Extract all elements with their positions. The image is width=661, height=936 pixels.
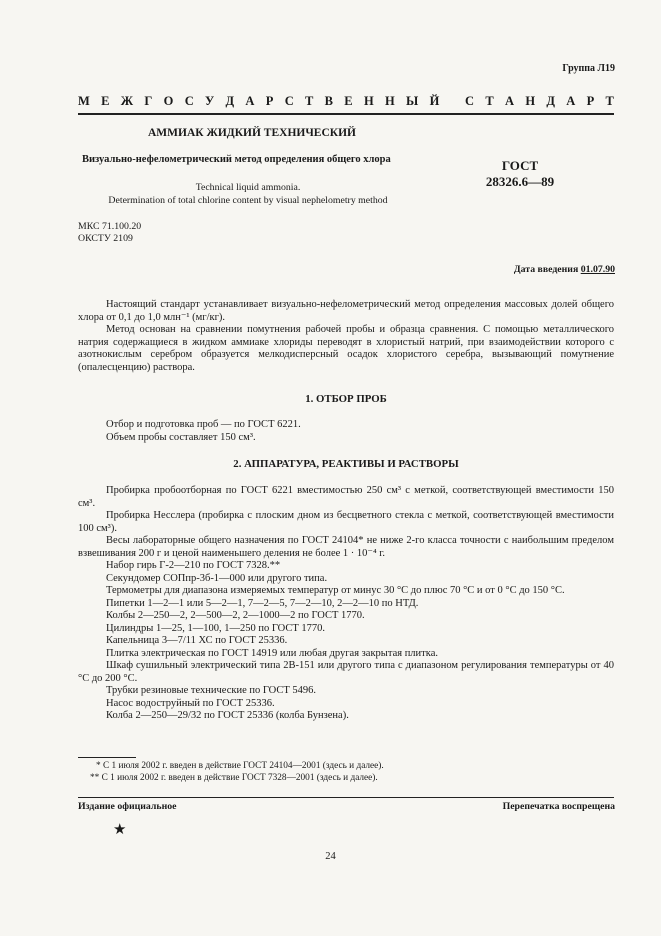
banner-letter: Т [605, 94, 614, 108]
paragraph: Набор гирь Г-2—210 по ГОСТ 7328.** [106, 560, 281, 571]
footnote-separator [78, 757, 136, 758]
paragraph: Пипетки 1—2—1 или 5—2—1, 7—2—5, 7—2—10, 2—2—10 по НТД. [106, 597, 419, 609]
paragraph: Метод основан на сравнении помутнения рабочей пробы и образца сравнения. С помощью металлического натрия содержащиеся в жидком аммиаке хлориды переводят в хлористый натрий, при взаимодействии которого с азотнокислым серебром образуется мелкодисперсный осадок хлористого серебра, вызывающий помутнение (опалесценцию) раствора. [78, 324, 614, 373]
official-edition-label: Издание официальное [78, 801, 177, 812]
okstu-code: ОКСТУ 2109 [78, 233, 133, 244]
section-2-body [78, 485, 614, 723]
intro-text [78, 299, 614, 374]
paragraph: Секундомер СОПпр-3б-1—000 или другого типа. [106, 572, 328, 584]
banner-letter: Н [384, 94, 395, 108]
paragraph: Шкаф сушильный электрический типа 2В-151 или другого типа с диапазоном регулирования температуры от 40 °С до 200 °С. [78, 660, 614, 684]
group-code: Группа Л19 [562, 63, 615, 74]
english-title-line: Technical liquid ammonia. [195, 182, 301, 193]
document-subtitle: Визуально-нефелометрический метод определения общего хлора [82, 154, 391, 165]
intro-label: Дата введения [513, 264, 581, 275]
banner-letter: Д [546, 94, 555, 108]
banner-letter: А [505, 94, 515, 108]
paragraph: Трубки резиновые технические по ГОСТ 5496. [106, 685, 317, 696]
paragraph: Настоящий стандарт устанавливает визуально-нефелометрический метод определения массовых долей общего хлора от 0,1 до 1,0 млн⁻¹ (мг/кг). [78, 299, 614, 323]
banner-letter: Т [305, 94, 314, 108]
paragraph: Цилиндры 1—25, 1—100, 1—250 по ГОСТ 1770. [106, 622, 326, 634]
banner-letter: Д [225, 94, 235, 108]
banner-letter: Н [363, 94, 374, 108]
banner-letter: Е [344, 94, 353, 108]
banner-gap [451, 94, 454, 109]
banner-letter: Й [429, 94, 440, 108]
page-number: 24 [325, 851, 336, 862]
paragraph: Пробирка Несслера (пробирка с плоским дном из бесцветного стекла с меткой, соответствующей вместимости 100 см³). [78, 510, 614, 534]
mks-code: МКС 71.100.20 [78, 221, 142, 232]
paragraph: Объем пробы составляет 150 см³. [106, 431, 256, 443]
footer-rule [78, 797, 614, 798]
footnote: * С 1 июля 2002 г. введен в действие ГОСТ 24104—2001 (здесь и далее). [96, 761, 384, 771]
banner-letter: Ы [406, 94, 419, 108]
paragraph: Отбор и подготовка проб — по ГОСТ 6221. [106, 419, 301, 430]
banner-letter: У [205, 94, 215, 108]
english-title [82, 181, 414, 207]
banner-letter: А [566, 94, 576, 108]
paragraph: Колбы 2—250—2, 2—500—2, 2—1000—2 по ГОСТ 1770. [106, 610, 365, 621]
footnote: ** С 1 июля 2002 г. введен в действие ГОСТ 7328—2001 (здесь и далее). [90, 773, 378, 783]
reprint-prohibited-label: Перепечатка воспрещена [502, 801, 615, 812]
banner-letter: Т [485, 94, 494, 108]
intro-date-value: 01.07.90 [580, 264, 615, 275]
banner-letter: С [184, 94, 194, 108]
banner-letter: Ж [120, 94, 134, 108]
banner-letter: В [324, 94, 333, 108]
standard-banner [78, 94, 614, 109]
section-1-body [78, 419, 614, 444]
paragraph: Насос водоструйный по ГОСТ 25336. [106, 697, 275, 709]
gost-designation [470, 158, 570, 190]
paragraph: Термометры для диапазона измеряемых температур от минус 30 °С до плюс 70 °С и от 0 °С до 150 °С. [106, 585, 565, 596]
banner-letter: О [163, 94, 174, 108]
section-1-heading: 1. ОТБОР ПРОБ [305, 393, 387, 405]
banner-letter: Р [265, 94, 274, 108]
banner-letter: Е [101, 94, 110, 108]
banner-letter: Р [586, 94, 595, 108]
document-title: АММИАК ЖИДКИЙ ТЕХНИЧЕСКИЙ [148, 127, 356, 139]
paragraph: Пробирка пробоотборная по ГОСТ 6221 вместимостью 250 см³ с меткой, соответствующей вместимости 150 см³. [78, 485, 614, 509]
paragraph: Колба 2—250—29/32 по ГОСТ 25336 (колба Бунзена). [106, 710, 349, 721]
gost-label: ГОСТ [501, 158, 539, 173]
english-title-line: Determination of total chlorine content by visual nephelometry method [108, 195, 388, 206]
banner-letter: С [465, 94, 475, 108]
introduction-date [514, 264, 615, 275]
header-rule [78, 113, 614, 115]
gost-number: 28326.6—89 [485, 174, 555, 189]
paragraph: Капельница 3—7/11 ХС по ГОСТ 25336. [106, 635, 288, 646]
paragraph: Весы лабораторные общего назначения по ГОСТ 24104* не ниже 2-го класса точности с наибольшим пределом взвешивания 200 г и ценой наименьшего деления не более 1 · 10⁻⁴ г. [78, 535, 614, 559]
banner-letter: Н [525, 94, 536, 108]
classification-codes [78, 221, 141, 245]
star-icon: ★ [113, 822, 127, 838]
banner-letter: Г [144, 94, 153, 108]
footnotes [78, 760, 614, 784]
banner-letter: А [245, 94, 255, 108]
banner-letter: М [78, 94, 90, 108]
paragraph: Плитка электрическая по ГОСТ 14919 или любая другая закрытая плитка. [106, 647, 438, 659]
banner-letter: С [284, 94, 294, 108]
section-2-heading: 2. АППАРАТУРА, РЕАКТИВЫ И РАСТВОРЫ [233, 458, 459, 470]
